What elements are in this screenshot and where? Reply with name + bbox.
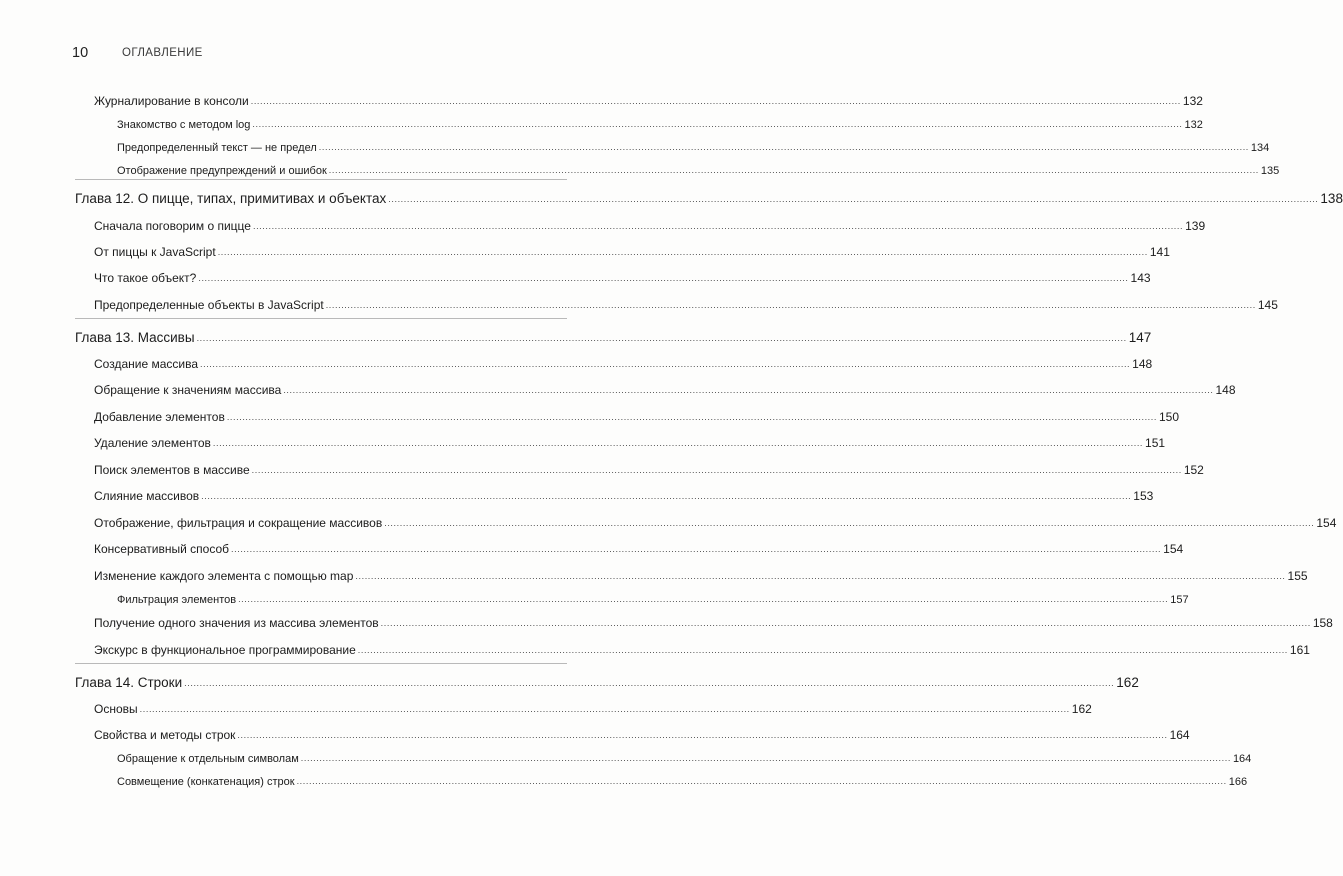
dot-leader: ............................................................................................................................................................................................................................................................................................................	[283, 385, 1214, 395]
toc-chapter-entry[interactable]	[75, 670, 1139, 690]
dot-leader: ............................................................................................................................................................................................................................................................................................................	[139, 704, 1070, 714]
dot-leader: ............................................................................................................................................................................................................................................................................................................	[252, 119, 1183, 129]
toc-entry-title: Что такое объект?	[94, 271, 197, 285]
dot-leader: ............................................................................................................................................................................................................................................................................................................	[200, 359, 1131, 369]
chapter-separator	[75, 318, 567, 319]
toc-entry-page: 152	[1183, 463, 1204, 477]
dot-leader: ............................................................................................................................................................................................................................................................................................................	[384, 518, 1315, 528]
toc-entry-page: 166	[1228, 776, 1248, 788]
toc-entry[interactable]	[94, 351, 1153, 371]
toc-entry-title: Обращение к отдельным символам	[117, 753, 299, 765]
toc-entry[interactable]	[94, 377, 1236, 397]
page-number: 10	[72, 45, 89, 61]
dot-leader: ............................................................................................................................................................................................................................................................................................................	[231, 544, 1162, 554]
dot-leader: ............................................................................................................................................................................................................................................................................................................	[296, 776, 1227, 786]
dot-leader: ............................................................................................................................................................................................................................................................................................................	[196, 333, 1127, 343]
toc-entry-title: Журналирование в консоли	[94, 94, 249, 108]
dot-leader: ............................................................................................................................................................................................................................................................................................................	[184, 678, 1115, 688]
chapter-separator	[75, 663, 567, 664]
toc-entry-title: Поиск элементов в массиве	[94, 463, 250, 477]
toc-entry-page: 162	[1071, 702, 1092, 716]
toc-entry[interactable]	[94, 563, 1308, 583]
dot-leader: ............................................................................................................................................................................................................................................................................................................	[198, 273, 1129, 283]
running-header-title: ОГЛАВЛЕНИЕ	[122, 47, 203, 59]
toc-entry-title: Получение одного значения из массива элементов	[94, 616, 379, 630]
toc-entry-title: Консервативный способ	[94, 542, 230, 556]
toc-entry[interactable]	[94, 610, 1333, 630]
toc-entry[interactable]	[94, 239, 1170, 259]
toc-entry-page: 158	[1312, 616, 1333, 630]
toc-entry-page: 162	[1116, 675, 1139, 690]
toc-entry-title: Слияние массивов	[94, 489, 200, 503]
toc-entry-title: Предопределенные объекты в JavaScript	[94, 298, 324, 312]
toc-entry-title: Фильтрация элементов	[117, 594, 237, 606]
toc-entry-page: 151	[1145, 436, 1166, 450]
toc-chapter-entry[interactable]	[75, 325, 1152, 345]
toc-entry-page: 154	[1316, 516, 1337, 530]
toc-entry-page: 148	[1132, 357, 1153, 371]
toc-entry-title: От пиццы к JavaScript	[94, 245, 216, 259]
dot-leader: ............................................................................................................................................................................................................................................................................................................	[226, 412, 1157, 422]
toc-entry-page: 164	[1232, 753, 1252, 765]
toc-entry-page: 134	[1250, 142, 1270, 154]
toc-entry[interactable]	[94, 292, 1278, 312]
toc-entry-page: 132	[1184, 119, 1203, 131]
toc-entry-title: Глава 13. Массивы	[75, 330, 195, 345]
toc-entry-page: 154	[1163, 542, 1184, 556]
toc-entry[interactable]	[94, 722, 1190, 742]
dot-leader: ............................................................................................................................................................................................................................................................................................................	[380, 618, 1311, 628]
dot-leader: ............................................................................................................................................................................................................................................................................................................	[325, 300, 1256, 310]
toc-chapter-entry[interactable]	[75, 186, 1343, 206]
dot-leader: ............................................................................................................................................................................................................................................................................................................	[355, 571, 1286, 581]
dot-leader: ............................................................................................................................................................................................................................................................................................................	[328, 165, 1259, 175]
toc-entry-page: 153	[1133, 489, 1154, 503]
toc-entry[interactable]	[94, 265, 1151, 285]
dot-leader: ............................................................................................................................................................................................................................................................................................................	[388, 194, 1319, 204]
toc-entry[interactable]	[94, 536, 1184, 556]
toc-entry-title: Глава 14. Строки	[75, 675, 183, 690]
toc-entry[interactable]	[94, 430, 1166, 450]
toc-entry-title: Экскурс в функциональное программирование	[94, 643, 356, 657]
dot-leader: ............................................................................................................................................................................................................................................................................................................	[357, 645, 1288, 655]
toc-entry[interactable]	[94, 457, 1204, 477]
toc-entry[interactable]	[117, 586, 1189, 606]
toc-entry-title: Отображение, фильтрация и сокращение массивов	[94, 516, 383, 530]
toc-entry-page: 164	[1169, 728, 1190, 742]
toc-entry[interactable]	[117, 745, 1252, 765]
dot-leader: ............................................................................................................................................................................................................................................................................................................	[300, 753, 1231, 763]
toc-entry-title: Предопределенный текст — не предел	[117, 142, 317, 154]
toc-entry[interactable]	[94, 483, 1154, 503]
toc-entry-page: 161	[1289, 643, 1310, 657]
toc-entry-title: Совмещение (конкатенация) строк	[117, 776, 295, 788]
dot-leader: ............................................................................................................................................................................................................................................................................................................	[217, 247, 1148, 257]
toc-entry[interactable]	[94, 510, 1337, 530]
dot-leader: ............................................................................................................................................................................................................................................................................................................	[212, 438, 1144, 448]
toc-entry-title: Обращение к значениям массива	[94, 383, 282, 397]
running-header	[72, 44, 203, 62]
toc-entry[interactable]	[94, 404, 1180, 424]
toc-entry-page: 145	[1257, 298, 1278, 312]
toc-entry-page: 147	[1128, 330, 1152, 345]
dot-leader: ............................................................................................................................................................................................................................................................................................................	[201, 491, 1132, 501]
dot-leader: ............................................................................................................................................................................................................................................................................................................	[237, 730, 1168, 740]
toc-entry-page: 157	[1170, 594, 1189, 606]
toc-entry-title: Создание массива	[94, 357, 198, 371]
toc-entry-title: Знакомство с методом log	[117, 119, 251, 131]
dot-leader: ............................................................................................................................................................................................................................................................................................................	[238, 594, 1169, 604]
toc-entry-title: Удаление элементов	[94, 436, 211, 450]
toc-entry-page: 143	[1130, 271, 1151, 285]
toc-entry[interactable]	[94, 696, 1092, 716]
toc-entry-page: 135	[1260, 165, 1280, 177]
toc-entry-page: 150	[1158, 410, 1180, 424]
toc-entry-title: Сначала поговорим о пицце	[94, 219, 251, 233]
dot-leader: ............................................................................................................................................................................................................................................................................................................	[252, 221, 1184, 231]
toc-entry[interactable]	[94, 213, 1206, 233]
toc-entry[interactable]	[117, 157, 1280, 177]
toc-entry-page: 139	[1185, 219, 1206, 233]
toc-entry-page: 148	[1215, 383, 1236, 397]
chapter-separator	[75, 179, 567, 180]
toc-entry-page: 155	[1287, 569, 1308, 583]
toc-entry-title: Основы	[94, 702, 138, 716]
dot-leader: ............................................................................................................................................................................................................................................................................................................	[318, 142, 1249, 152]
toc-entry-title: Изменение каждого элемента с помощью map	[94, 569, 354, 583]
toc-entry-title: Отображение предупреждений и ошибок	[117, 165, 327, 177]
toc-entry-page: 141	[1149, 245, 1170, 259]
toc-entry-title: Глава 12. О пицце, типах, примитивах и объектах	[75, 191, 387, 206]
dot-leader: ............................................................................................................................................................................................................................................................................................................	[251, 465, 1182, 475]
toc-entry[interactable]	[94, 88, 1203, 108]
toc-entry-page: 138	[1320, 191, 1343, 206]
toc-entry[interactable]	[94, 637, 1310, 657]
toc-entry[interactable]	[117, 134, 1270, 154]
toc-entry-title: Добавление элементов	[94, 410, 225, 424]
dot-leader: ............................................................................................................................................................................................................................................................................................................	[250, 96, 1181, 106]
toc-entry-title: Свойства и методы строк	[94, 728, 236, 742]
toc-entry[interactable]	[117, 111, 1203, 131]
toc-entry[interactable]	[117, 768, 1248, 788]
toc-entry-page: 132	[1182, 94, 1203, 108]
